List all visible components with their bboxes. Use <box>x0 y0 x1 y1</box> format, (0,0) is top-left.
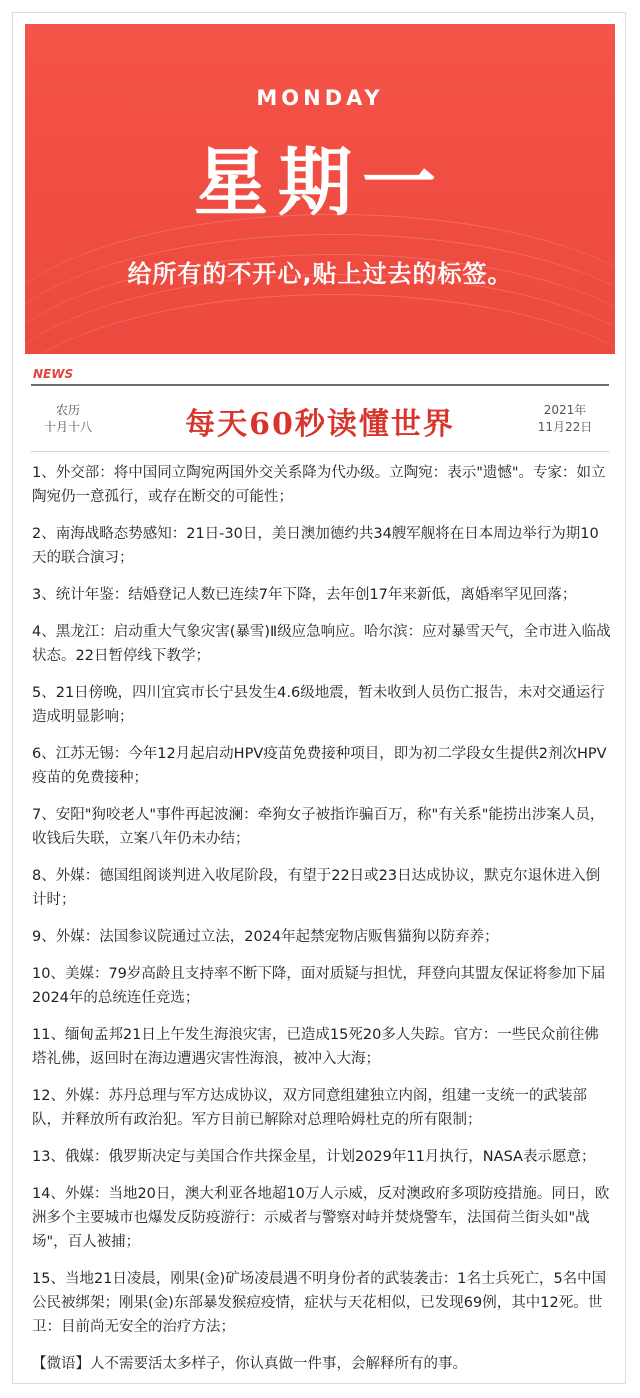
news-item: 10、美媒：79岁高龄且支持率不断下降，面对质疑与担忧，拜登向其盟友保证将参加下届2024年的总统连任竞选； <box>32 966 606 1006</box>
banner-weekday-en: MONDAY <box>256 86 384 110</box>
news-label: NEWS <box>33 367 74 381</box>
news-item: 2、南海战略态势感知：21日-30日，美日澳加德约共34艘军舰将在日本周边举行为期10天的联合演习； <box>32 526 599 566</box>
lunar-day: 十月十八 <box>43 420 92 434</box>
banner <box>25 24 615 354</box>
news-item: 4、黑龙江：启动重大气象灾害(暴雪)Ⅱ级应急响应。哈尔滨：应对暴雪天气，全市进入临战状态。22日暂停线下教学； <box>32 624 611 664</box>
news-item: 1、外交部：将中国同立陶宛两国外交关系降为代办级。立陶宛：表示"遗憾"。专家：如立陶宛仍一意孤行，或存在断交的可能性； <box>32 465 606 505</box>
banner-slogan: 给所有的不开心,贴上过去的标签。 <box>127 260 513 288</box>
news-item: 11、缅甸孟邦21日上午发生海浪灾害，已造成15死20多人失踪。官方：一些民众前往佛塔礼佛，返回时在海边遭遇灾害性海浪，被冲入大海； <box>32 1027 599 1067</box>
page-frame <box>12 12 626 1384</box>
gregorian-date <box>525 402 605 436</box>
header-divider-top <box>31 384 609 386</box>
news-item: 8、外媒：德国组阁谈判进入收尾阶段，有望于22日或23日达成协议，默克尔退休进入倒计时； <box>32 868 601 908</box>
news-item: 6、江苏无锡：今年12月起启动HPV疫苗免费接种项目，即为初二学段女生提供2剂次HPV疫苗的免费接种； <box>32 746 607 786</box>
news-list <box>32 461 612 1389</box>
news-item: 12、外媒：苏丹总理与军方达成协议，双方同意组建独立内阁，组建一支统一的武装部队，并释放所有政治犯。军方目前已解除对总理哈姆杜克的所有限制； <box>32 1088 587 1128</box>
news-item: 9、外媒：法国参议院通过立法，2024年起禁宠物店贩售猫狗以防弃养； <box>32 929 499 945</box>
banner-weekday-cn: 星期一 <box>194 140 446 226</box>
news-item: 7、安阳"狗咬老人"事件再起波澜：牵狗女子被指诈骗百万，称"有关系"能捞出涉案人员，收钱后失联，立案八年仍未办结； <box>32 807 605 847</box>
news-item: 3、统计年鉴：结婚登记人数已连续7年下降，去年创17年来新低，离婚率罕见回落； <box>32 587 577 603</box>
news-item: 15、当地21日凌晨，刚果(金)矿场凌晨遇不明身份者的武装袭击：1名士兵死亡，5名中国公民被绑架；刚果(金)东部暴发猴痘疫情，症状与天花相似，已发现69例，其中12死。世卫：目前尚无安全的治疗方法； <box>32 1271 607 1335</box>
date-year: 2021年 <box>543 403 587 417</box>
news-item: 13、俄媒：俄罗斯决定与美国合作共探金星，计划2029年11月执行，NASA表示愿意； <box>32 1149 596 1165</box>
header-divider-bottom <box>31 451 609 452</box>
news-item: 14、外媒：当地20日，澳大利亚各地超10万人示威，反对澳政府多项防疫措施。同日，欧洲多个主要城市也爆发反防疫游行：示威者与警察对峙并焚烧警车，法国荷兰街头如"战场"，百人被捕； <box>32 1186 610 1250</box>
daily-quote: 【微语】人不需要活太多样子，你认真做一件事，会解释所有的事。 <box>32 1356 467 1372</box>
news-item: 5、21日傍晚，四川宜宾市长宁县发生4.6级地震，暂未收到人员伤亡报告，未对交通运行造成明显影响； <box>32 685 605 725</box>
page-title: 每天60秒读懂世界 <box>185 407 455 442</box>
date-day: 11月22日 <box>537 420 593 434</box>
lunar-label: 农历 <box>55 403 80 417</box>
